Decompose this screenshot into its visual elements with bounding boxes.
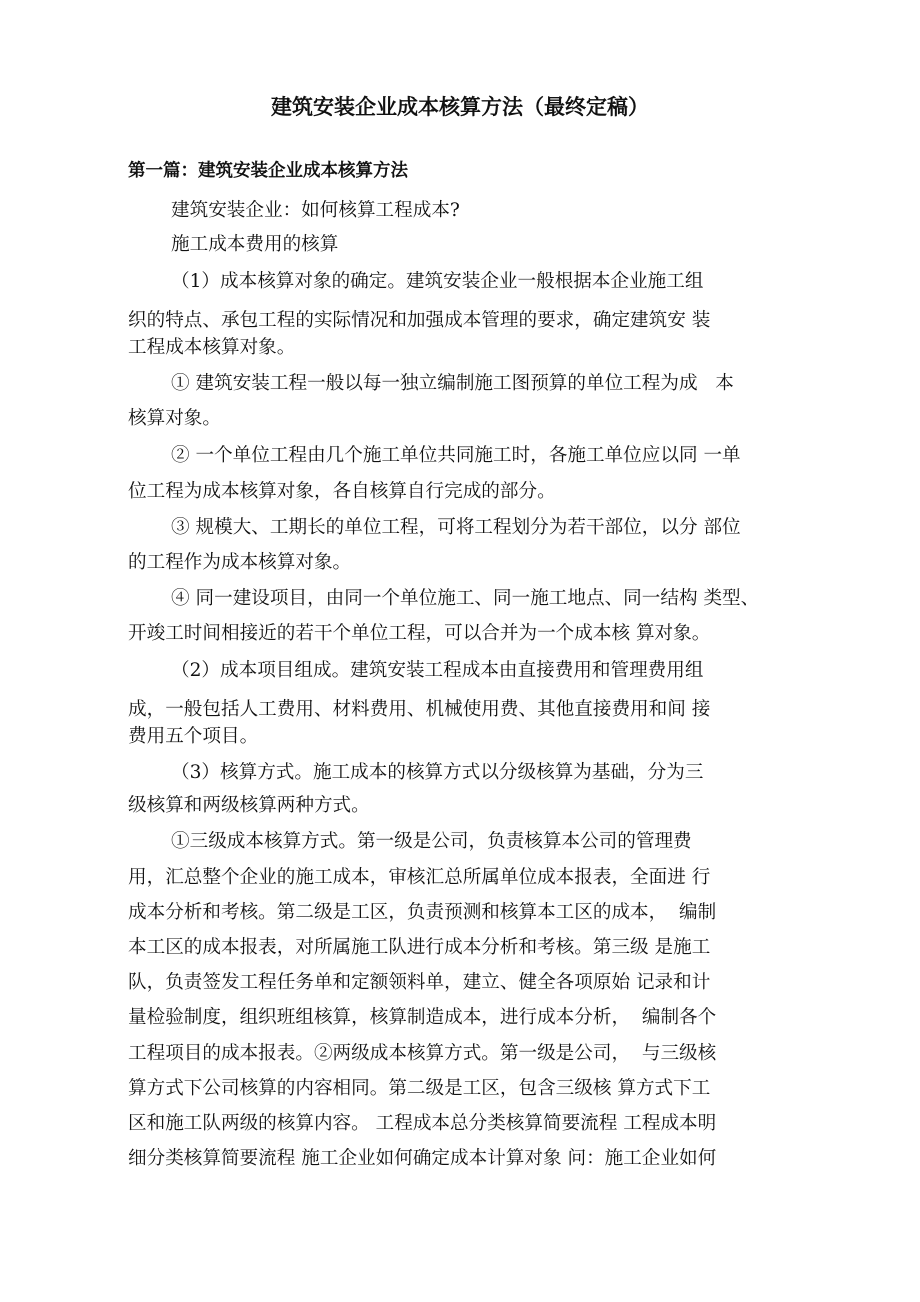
paragraph-line: ①三级成本核算方式。第一级是公司，负责核算本公司的管理费 <box>171 831 692 852</box>
paragraph-line: 的工程作为成本核算对象。 <box>128 552 352 573</box>
paragraph-line: 施工成本费用的核算 <box>171 234 339 255</box>
paragraph-line: 队，负责签发工程任务单和定额领料单，建立、健全各项原始 记录和计 <box>128 972 711 993</box>
paragraph-line: （2）成本项目组成。建筑安装工程成本由直接费用和管理费用组 <box>171 660 704 681</box>
paragraph-line: 算方式下公司核算的内容相同。第二级是工区，包含三级核 算方式下工 <box>128 1078 711 1099</box>
paragraph-line: ③ 规模大、工期长的单位工程，可将工程划分为若干部位，以分 部位 <box>171 517 741 538</box>
paragraph-line: 成本分析和考核。第二级是工区，负责预测和核算本工区的成本， 编制 <box>128 902 717 923</box>
paragraph-line: （3）核算方式。施工成本的核算方式以分级核算为基础，分为三 <box>171 762 704 783</box>
paragraph-line: （1）成本核算对象的确定。建筑安装企业一般根据本企业施工组 <box>171 271 704 292</box>
paragraph-line: 量检验制度，组织班组核算，核算制造成本，进行成本分析， 编制各个 <box>128 1007 717 1028</box>
section-heading: 第一篇：建筑安装企业成本核算方法 <box>128 161 408 181</box>
paragraph-line: 位工程为成本核算对象，各自核算自行完成的部分。 <box>128 481 556 502</box>
paragraph-line: 区和施工队两级的核算内容。 工程成本总分类核算简要流程 工程成本明 <box>128 1113 717 1134</box>
paragraph-line: 级核算和两级核算两种方式。 <box>128 795 370 816</box>
paragraph-line: 工程项目的成本报表。②两级成本核算方式。第一级是公司， 与三级核 <box>128 1043 717 1064</box>
paragraph-line: 核算对象。 <box>128 408 221 429</box>
paragraph-line: 费用五个项目。 <box>128 726 259 747</box>
paragraph-line: 开竣工时间相接近的若干个单位工程，可以合并为一个成本核 算对象。 <box>128 623 711 644</box>
paragraph-line: ① 建筑安装工程一般以每一独立编制施工图预算的单位工程为成 本 <box>171 373 734 394</box>
paragraph-line: 用，汇总整个企业的施工成本，审核汇总所属单位成本报表，全面进 行 <box>128 867 711 888</box>
paragraph-line: ② 一个单位工程由几个施工单位共同施工时，各施工单位应以同 一单 <box>171 445 741 466</box>
paragraph-line: 本工区的成本报表，对所属施工队进行成本分析和考核。第三级 是施工 <box>128 937 711 958</box>
paragraph-line: 工程成本核算对象。 <box>128 337 296 358</box>
paragraph-line: 成，一般包括人工费用、材料费用、机械使用费、其他直接费用和间 接 <box>128 699 711 720</box>
paragraph-line: 细分类核算简要流程 施工企业如何确定成本计算对象 问：施工企业如何 <box>128 1148 717 1169</box>
paragraph-line: ④ 同一建设项目，由同一个单位施工、同一施工地点、同一结构 类型、 <box>171 588 760 609</box>
document-title: 建筑安装企业成本核算方法（最终定稿） <box>271 95 649 119</box>
paragraph-line: 建筑安装企业：如何核算工程成本? <box>171 200 460 221</box>
paragraph-line: 织的特点、承包工程的实际情况和加强成本管理的要求，确定建筑安 装 <box>128 310 711 331</box>
